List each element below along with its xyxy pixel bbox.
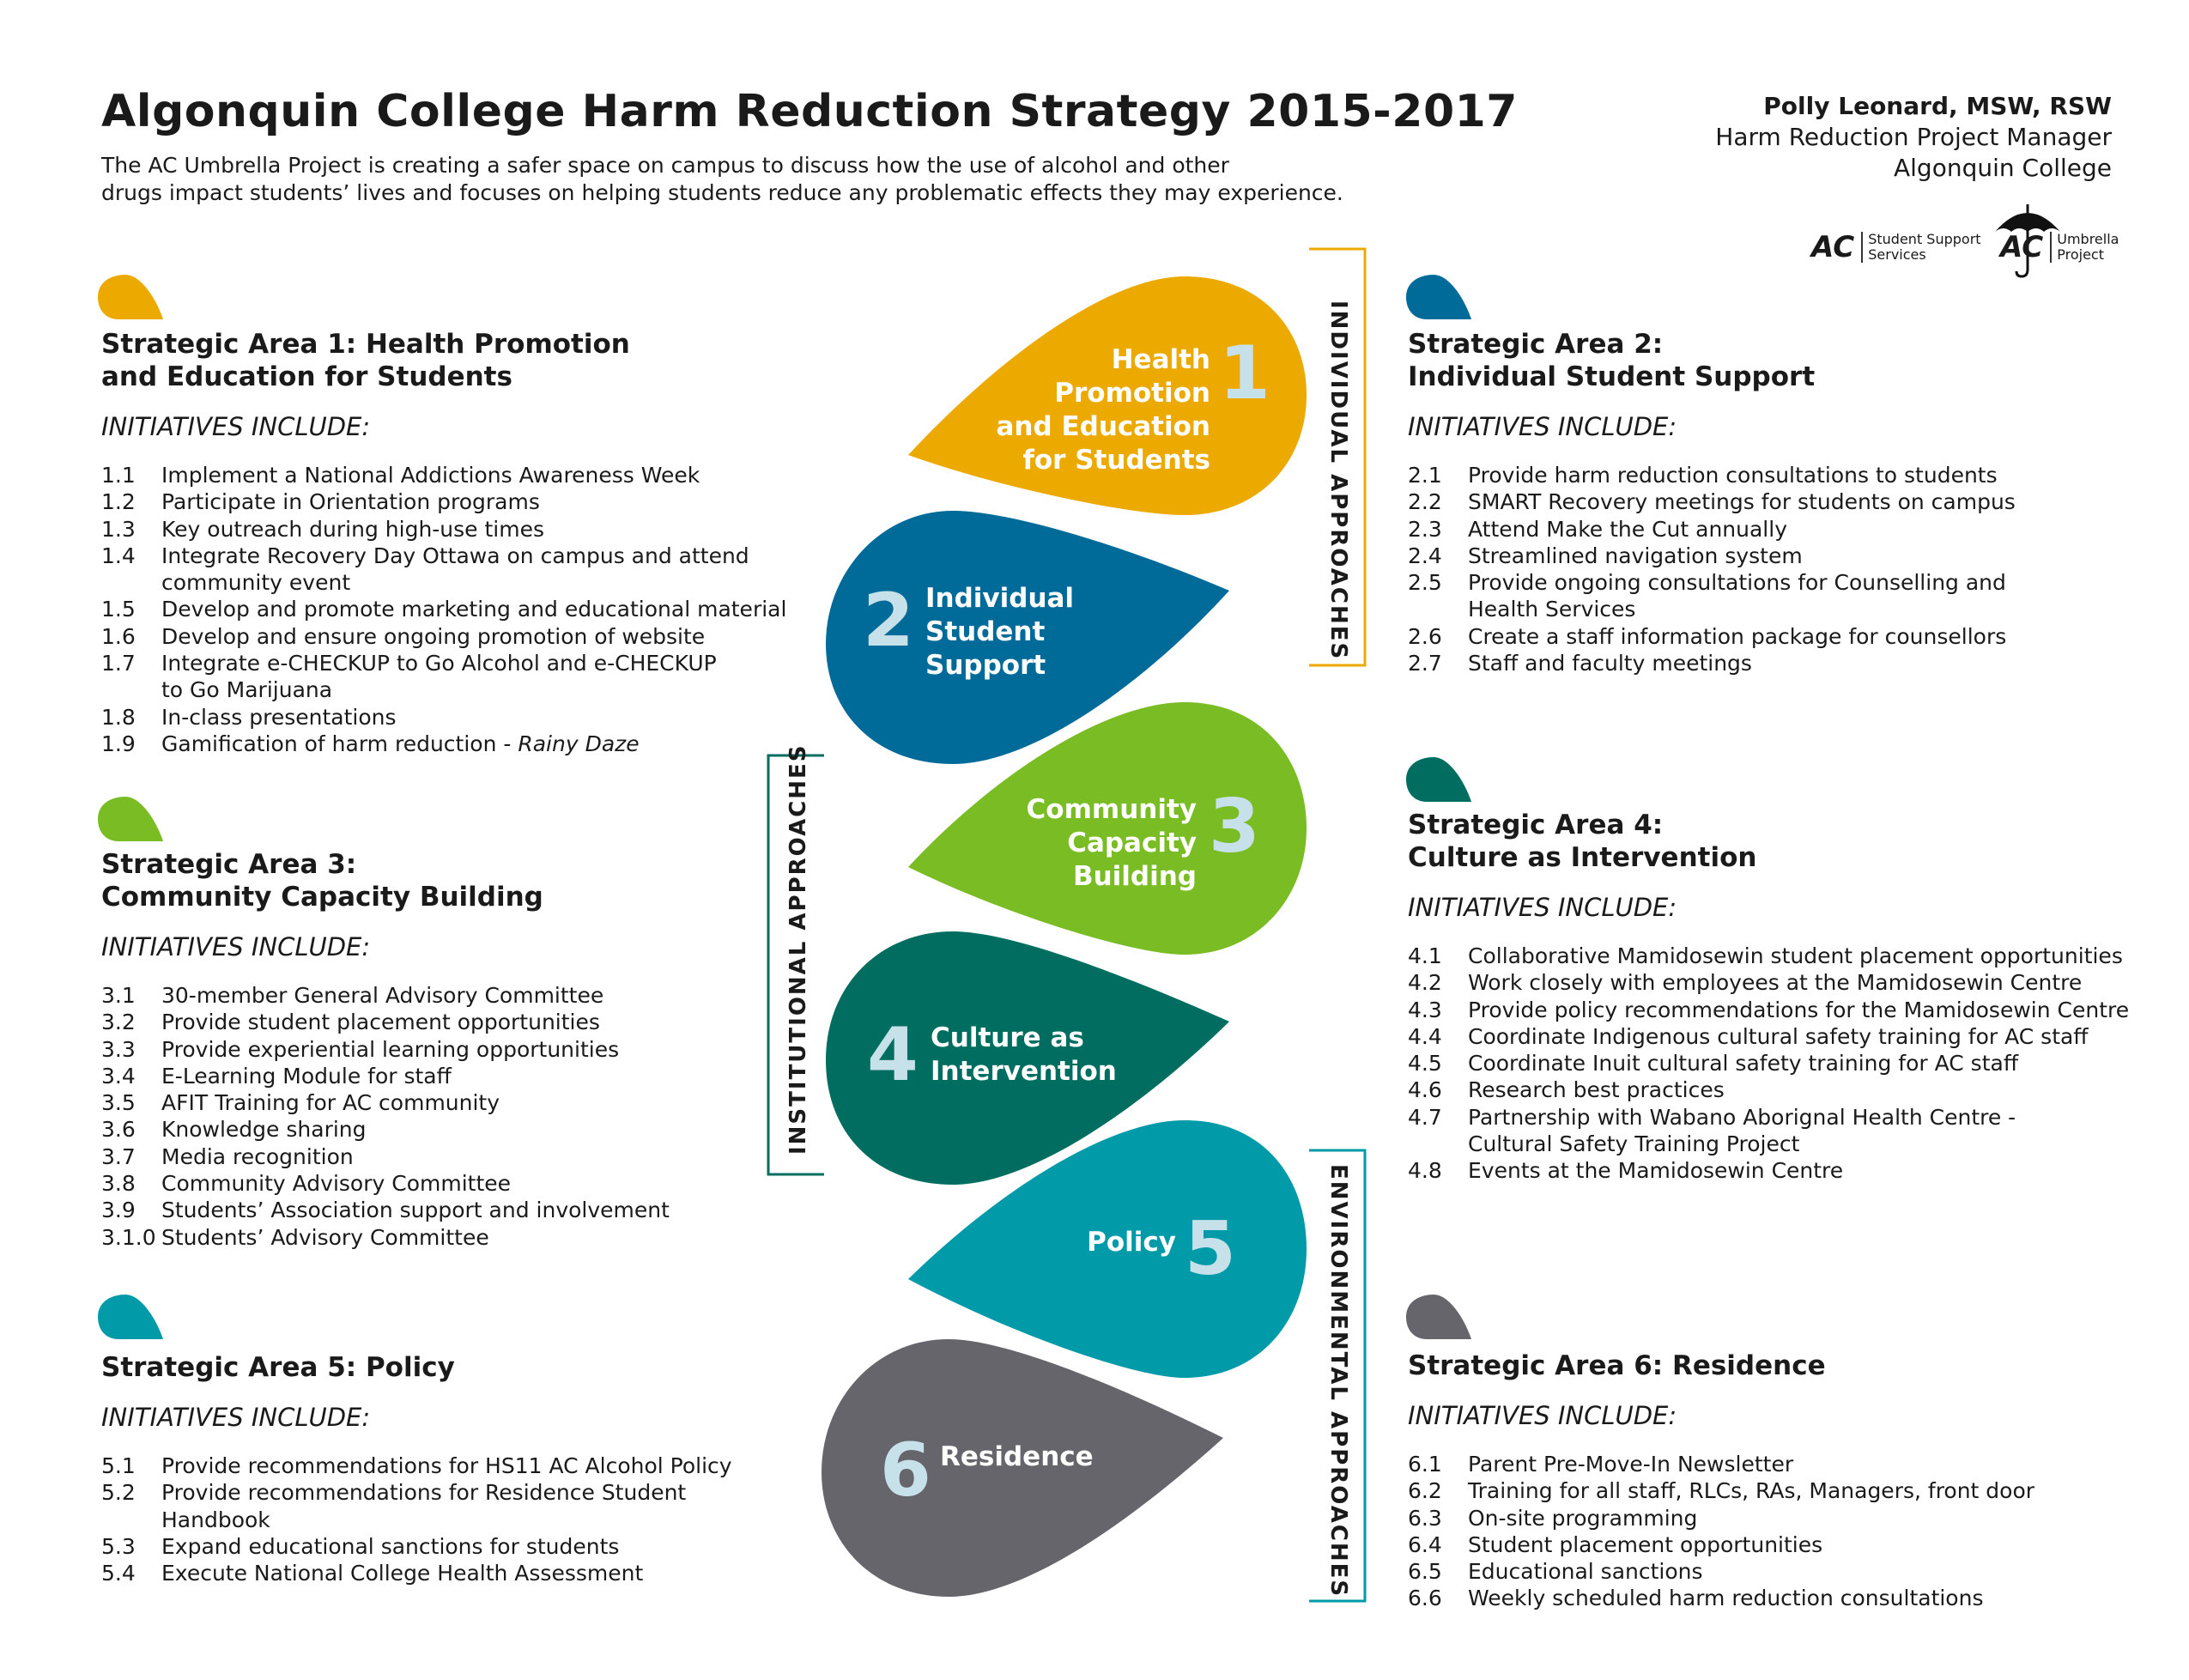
initiative-number: 1.4 [101, 543, 136, 568]
initiative-number: 6.1 [1408, 1452, 1442, 1477]
initiative-number: 3.9 [101, 1198, 136, 1223]
area3-title-line-1: Strategic Area 3: [101, 849, 357, 880]
drop-4-number: 4 [867, 1012, 919, 1098]
initiative-text: Work closely with employees at the Mamidosewin Centre [1468, 970, 2083, 996]
initiative-number: 6.5 [1408, 1559, 1442, 1585]
area1-title-line-1: Strategic Area 1: Health Promotion [101, 329, 630, 360]
initiative-text: Develop and promote marketing and educational material [161, 597, 787, 622]
author-org: Algonquin College [1894, 154, 2112, 182]
initiative-text: 30-member General Advisory Committee [161, 983, 604, 1008]
initiative-number: 6.3 [1408, 1505, 1442, 1531]
initiative-number: 1.1 [101, 463, 136, 488]
initiative-number: 1.9 [101, 731, 136, 756]
initiative-number: 3.5 [101, 1090, 136, 1116]
initiative-text: Students’ Advisory Committee [161, 1224, 489, 1250]
initiative-number: 2.2 [1408, 489, 1442, 515]
initiative-text: Develop and ensure ongoing promotion of website [161, 623, 706, 649]
initiative-text: Provide recommendations for Residence Student Handbook [161, 1480, 687, 1532]
initiative-text: Weekly scheduled harm reduction consultations [1468, 1586, 1984, 1611]
umbrella-line-1: Umbrella [2057, 231, 2119, 247]
initiative-number: 5.4 [101, 1561, 136, 1586]
initiative-number: 2.7 [1408, 651, 1442, 676]
area3-title-line-2: Community Capacity Building [101, 882, 543, 913]
area2-initiatives-heading: INITIATIVES INCLUDE: [1408, 412, 1677, 441]
drop-3-number: 3 [1209, 784, 1260, 870]
initiative-number: 1.7 [101, 651, 136, 676]
initiative-number: 5.1 [101, 1453, 136, 1478]
drop-1-label: Health Promotion and Education for Students [996, 344, 1210, 476]
sss-line-2: Services [1868, 246, 1926, 263]
initiative-text: Execute National College Health Assessment [161, 1561, 644, 1586]
initiative-number: 1.5 [101, 597, 136, 622]
area4-title-line-2: Culture as Intervention [1408, 842, 1757, 873]
initiative-text: Provide student placement opportunities [161, 1010, 600, 1035]
initiative-number: 2.1 [1408, 463, 1442, 488]
area5-title-line-1: Strategic Area 5: Policy [101, 1352, 455, 1383]
initiative-number: 3.6 [101, 1117, 136, 1143]
initiative-number: 2.3 [1408, 516, 1442, 542]
ac-logo-mark-2: AC [2000, 230, 2044, 264]
initiative-text: Provide harm reduction consultations to students [1468, 463, 1998, 488]
area4-title-line-1: Strategic Area 4: [1408, 810, 1664, 840]
initiative-number: 4.8 [1408, 1158, 1442, 1184]
initiative-number: 5.2 [101, 1480, 136, 1506]
initiative-text: Community Advisory Committee [161, 1171, 512, 1197]
area3-initiatives-heading: INITIATIVES INCLUDE: [101, 932, 371, 961]
initiative-number: 3.2 [101, 1010, 136, 1035]
initiative-text: Gamification of harm reduction - Rainy Daze [161, 731, 640, 756]
drop-5-label: Policy [1087, 1227, 1176, 1258]
initiative-number: 5.3 [101, 1533, 136, 1559]
initiative-text: Knowledge sharing [161, 1117, 367, 1143]
initiative-number: 6.6 [1408, 1586, 1442, 1611]
area2-title-line-2: Individual Student Support [1408, 361, 1816, 392]
initiative-text: Training for all staff, RLCs, RAs, Managers, front door [1468, 1478, 2035, 1504]
drop-4-label: Culture as Intervention [931, 1022, 1117, 1087]
initiative-text: Parent Pre-Move-In Newsletter [1468, 1452, 1794, 1477]
initiative-number: 3.1 [101, 983, 136, 1008]
drop-1-number: 1 [1219, 331, 1270, 416]
drop-5-number: 5 [1185, 1206, 1236, 1292]
initiative-text: Educational sanctions [1468, 1559, 1703, 1585]
area1-initiatives-heading: INITIATIVES INCLUDE: [101, 412, 371, 441]
initiative-number: 1.3 [101, 516, 136, 542]
initiative-text: Events at the Mamidosewin Centre [1468, 1158, 1844, 1184]
initiative-number: 6.2 [1408, 1478, 1442, 1504]
initiative-text: Integrate e-CHECKUP to Go Alcohol and e-CHECKUP to Go Marijuana [161, 651, 717, 703]
initiative-text: Participate in Orientation programs [161, 489, 540, 515]
initiative-number: 3.7 [101, 1143, 136, 1169]
initiative-text: Staff and faculty meetings [1468, 651, 1752, 676]
initiative-text: Provide ongoing consultations for Counselling and Health Services [1468, 570, 2006, 622]
initiative-text: Provide policy recommendations for the Mamidosewin Centre [1468, 997, 2130, 1022]
area6-initiatives-heading: INITIATIVES INCLUDE: [1408, 1401, 1677, 1430]
drop-6-number: 6 [880, 1428, 931, 1513]
initiative-text: Media recognition [161, 1143, 354, 1169]
initiative-number: 6.4 [1408, 1531, 1442, 1557]
intro-line-1: The AC Umbrella Project is creating a safer space on campus to discuss how the use of alcohol and other [101, 153, 1229, 178]
intro-line-2: drugs impact students’ lives and focuses on helping students reduce any problematic effects they may experience. [101, 180, 1343, 205]
initiative-text: Research best practices [1468, 1077, 1725, 1103]
initiative-text: Create a staff information package for counsellors [1468, 623, 2007, 649]
initiative-number: 1.2 [101, 489, 136, 515]
author-role: Harm Reduction Project Manager [1715, 123, 2112, 151]
initiative-text: E-Learning Module for staff [161, 1063, 452, 1089]
initiative-number: 4.3 [1408, 997, 1442, 1022]
initiative-text: In-class presentations [161, 704, 397, 730]
initiative-text: Partnership with Wabano Aborignal Health Centre - Cultural Safety Training Project [1468, 1104, 2016, 1157]
initiative-text: Attend Make the Cut annually [1468, 516, 1787, 542]
drop-2-label: Individual Student Support [925, 583, 1075, 681]
initiative-text: SMART Recovery meetings for students on campus [1468, 489, 2016, 515]
ac-logo-mark: AC [1811, 230, 1855, 264]
initiative-number: 3.4 [101, 1063, 136, 1089]
drop-2-number: 2 [863, 578, 914, 664]
initiative-number: 4.5 [1408, 1051, 1442, 1077]
individual-approaches-label: INDIVIDUAL APPROACHES [1325, 300, 1351, 661]
author-name: Polly Leonard, MSW, RSW [1763, 92, 2112, 120]
initiative-text: AFIT Training for AC community [161, 1090, 500, 1116]
drop-6-label: Residence [940, 1441, 1094, 1472]
initiative-number: 4.1 [1408, 943, 1442, 968]
area5-initiatives-heading: INITIATIVES INCLUDE: [101, 1403, 371, 1432]
initiative-text: Students’ Association support and involvement [161, 1198, 670, 1223]
initiative-text: Coordinate Indigenous cultural safety training for AC staff [1468, 1023, 2089, 1049]
initiative-number: 2.4 [1408, 543, 1442, 568]
initiative-number: 2.5 [1408, 570, 1442, 596]
initiative-text: Student placement opportunities [1468, 1531, 1823, 1557]
initiative-number: 4.7 [1408, 1104, 1442, 1130]
initiative-number: 4.4 [1408, 1023, 1442, 1049]
initiative-text: Expand educational sanctions for students [161, 1533, 620, 1559]
initiative-text: Streamlined navigation system [1468, 543, 1803, 568]
institutional-approaches-label: INSTITUTIONAL APPROACHES [785, 743, 811, 1155]
area2-title-line-1: Strategic Area 2: [1408, 329, 1664, 360]
initiative-text: On-site programming [1468, 1505, 1698, 1531]
page-title: Algonquin College Harm Reduction Strategy 2015-2017 [101, 86, 1518, 137]
initiative-text: Integrate Recovery Day Ottawa on campus and attend community event [161, 543, 749, 596]
initiative-number: 4.6 [1408, 1077, 1442, 1103]
umbrella-line-2: Project [2057, 246, 2104, 263]
initiative-text: Implement a National Addictions Awareness Week [161, 463, 700, 488]
area4-initiatives-heading: INITIATIVES INCLUDE: [1408, 893, 1677, 922]
initiative-text: Coordinate Inuit cultural safety training for AC staff [1468, 1051, 2019, 1077]
initiative-number: 3.8 [101, 1171, 136, 1197]
initiative-number: 2.6 [1408, 623, 1442, 649]
initiative-number: 3.1.0 [101, 1224, 156, 1250]
initiative-number: 1.6 [101, 623, 136, 649]
initiative-text: Provide recommendations for HS11 AC Alcohol Policy [161, 1453, 732, 1478]
environmental-approaches-label: ENVIRONMENTAL APPROACHES [1325, 1164, 1351, 1598]
area6-title-line-1: Strategic Area 6: Residence [1408, 1350, 1826, 1381]
initiative-text: Key outreach during high-use times [161, 516, 545, 542]
drop-3-label: Community Capacity Building [1026, 794, 1197, 892]
initiative-text: Provide experiential learning opportunities [161, 1036, 620, 1062]
initiative-text: Collaborative Mamidosewin student placement opportunities [1468, 943, 2123, 968]
initiative-number: 1.8 [101, 704, 136, 730]
initiative-number: 4.2 [1408, 970, 1442, 996]
initiative-number: 3.3 [101, 1036, 136, 1062]
area1-title-line-2: and Education for Students [101, 361, 512, 392]
sss-line-1: Student Support [1868, 231, 1981, 247]
